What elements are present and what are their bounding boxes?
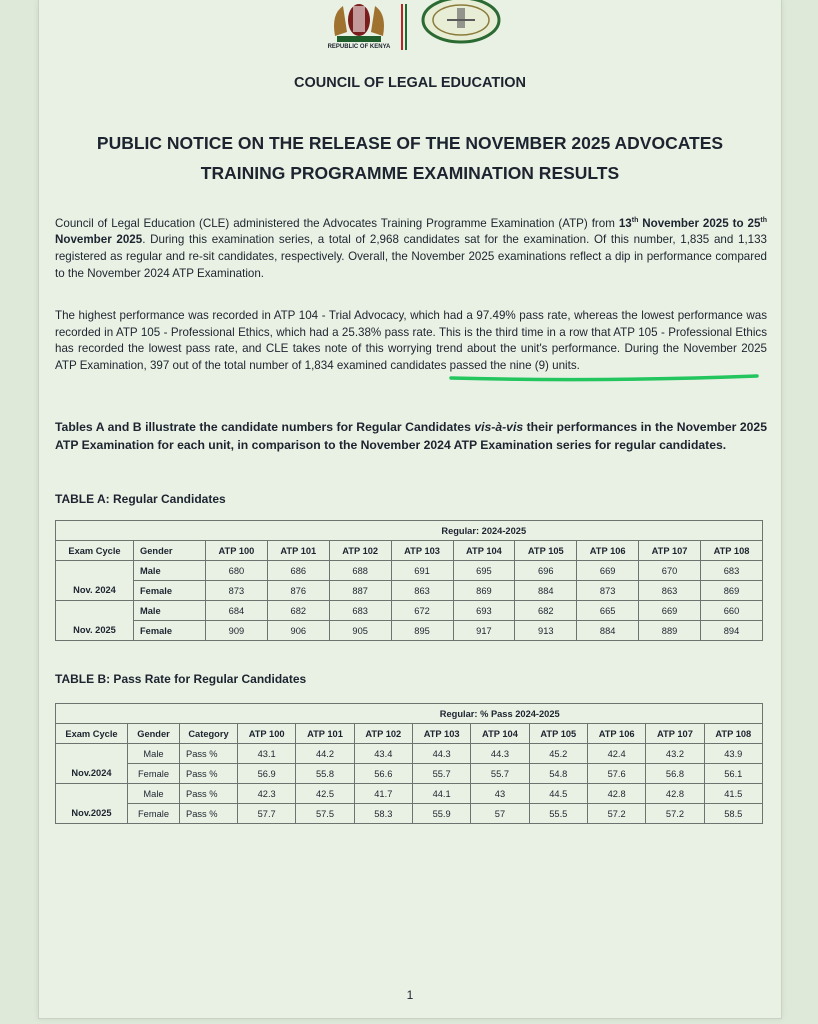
table-b-value-cell: 42.8 <box>646 784 704 804</box>
table-a-cycle-cell <box>56 601 134 621</box>
table-b-col-unit: ATP 102 <box>354 724 412 744</box>
table-b-col-unit: ATP 108 <box>704 724 762 744</box>
table-a-value-cell: 894 <box>701 621 763 641</box>
table-b-value-cell: 44.5 <box>529 784 587 804</box>
table-a-value-cell: 876 <box>267 581 329 601</box>
table-b-col-gender: Gender <box>128 724 180 744</box>
table-row <box>56 764 763 784</box>
table-a-value-cell: 695 <box>453 561 515 581</box>
table-a-value-cell: 683 <box>701 561 763 581</box>
table-a-value-cell: 913 <box>515 621 577 641</box>
table-b-gender-cell: Female <box>128 764 180 784</box>
table-row <box>56 621 763 641</box>
table-a-value-cell: 686 <box>267 561 329 581</box>
table-b-category-cell: Pass % <box>180 744 238 764</box>
date-mid: November 2025 to 25 <box>638 216 761 230</box>
tables-intro-part2: their performances in the November 2025 ATP Examination for each unit, in comparison to the November 2024 ATP Examination series for regular candidates. <box>55 420 767 452</box>
table-b-col-unit: ATP 104 <box>471 724 529 744</box>
table-a-value-cell: 684 <box>206 601 268 621</box>
table-b-value-cell: 55.9 <box>412 804 470 824</box>
table-b-col-unit: ATP 100 <box>238 724 296 744</box>
table-b-header-row <box>56 724 763 744</box>
table-b-col-unit: ATP 103 <box>412 724 470 744</box>
council-heading: COUNCIL OF LEGAL EDUCATION <box>294 75 526 91</box>
table-b-col-exam-cycle: Exam Cycle <box>56 724 128 744</box>
table-b-value-cell: 55.5 <box>529 804 587 824</box>
table-a-value-cell: 869 <box>701 581 763 601</box>
intro-paragraph <box>55 213 767 282</box>
table-b-value-cell: 42.3 <box>238 784 296 804</box>
notice-title-line2: TRAINING PROGRAMME EXAMINATION RESULTS <box>200 163 620 183</box>
table-a-col-unit: ATP 107 <box>639 541 701 561</box>
table-b-value-cell: 41.7 <box>354 784 412 804</box>
table-a-value-cell: 691 <box>391 561 453 581</box>
table-a-caption: TABLE A: Regular Candidates <box>55 492 226 506</box>
table-a-value-cell: 869 <box>453 581 515 601</box>
table-a-col-unit: ATP 105 <box>515 541 577 561</box>
date-start-sup: th <box>631 217 639 224</box>
table-b-value-cell: 55.7 <box>471 764 529 784</box>
table-a-value-cell: 682 <box>515 601 577 621</box>
table-a-group-header: Regular: 2024-2025 <box>206 521 763 541</box>
table-b-category-cell: Pass % <box>180 764 238 784</box>
table-b-caption: TABLE B: Pass Rate for Regular Candidates <box>55 672 307 686</box>
tables-intro-italic: vis-à-vis <box>474 420 524 434</box>
table-a-gender-cell: Male <box>134 601 206 621</box>
table-b-value-cell: 56.1 <box>704 764 762 784</box>
green-highlight-underline <box>449 374 759 382</box>
table-b-value-cell: 44.2 <box>296 744 354 764</box>
table-row <box>56 804 763 824</box>
table-a-value-cell: 669 <box>577 561 639 581</box>
table-b-value-cell: 43.1 <box>238 744 296 764</box>
table-a-value-cell: 884 <box>577 621 639 641</box>
table-a-value-cell: 917 <box>453 621 515 641</box>
table-a-value-cell: 672 <box>391 601 453 621</box>
table-b-col-category: Category <box>180 724 238 744</box>
table-b-value-cell: 44.3 <box>412 744 470 764</box>
table-b-value-cell: 56.6 <box>354 764 412 784</box>
table-b-value-cell: 43 <box>471 784 529 804</box>
table-a-value-cell: 670 <box>639 561 701 581</box>
table-row <box>56 601 763 621</box>
table-a-value-cell: 905 <box>329 621 391 641</box>
table-b-category-cell: Pass % <box>180 804 238 824</box>
table-b-value-cell: 42.8 <box>587 784 645 804</box>
performance-paragraph: The highest performance was recorded in ATP 104 - Trial Advocacy, which had a 97.49% pass rate, whereas the lowest performance was recorded in ATP 105 - Professional Ethics, which had a 25.38% pass rate. This is the third time in a row that ATP 105 - Professional Ethics has recorded the lowest pass rate, and CLE takes note of this worrying trend about the unit's performance. During the November 2025 ATP Examination, 397 out of the total number of 1,834 examined candidates passed the nine (9) units. <box>55 309 767 372</box>
table-b-cycle-cell <box>56 784 128 804</box>
date-start-day: 13 <box>618 216 632 230</box>
table-b-cycle-cell: Nov.2025 <box>56 804 128 824</box>
notice-title <box>59 128 761 188</box>
tables-intro-part1: Tables A and B illustrate the candidate numbers for Regular Candidates <box>55 420 475 434</box>
table-b-value-cell: 54.8 <box>529 764 587 784</box>
table-b-value-cell: 58.5 <box>704 804 762 824</box>
table-a-col-unit: ATP 106 <box>577 541 639 561</box>
table-a-gender-cell: Male <box>134 561 206 581</box>
table-a-value-cell: 884 <box>515 581 577 601</box>
page-number: 1 <box>406 988 414 1002</box>
table-b-value-cell: 55.8 <box>296 764 354 784</box>
table-b-col-unit: ATP 101 <box>296 724 354 744</box>
table-b-value-cell: 42.4 <box>587 744 645 764</box>
table-b-col-unit: ATP 106 <box>587 724 645 744</box>
table-b-value-cell: 57.5 <box>296 804 354 824</box>
table-a-value-cell: 693 <box>453 601 515 621</box>
table-b-gender-cell: Female <box>128 804 180 824</box>
table-a-value-cell: 683 <box>329 601 391 621</box>
table-a-value-cell: 696 <box>515 561 577 581</box>
table-a-value-cell: 906 <box>267 621 329 641</box>
table-a-gender-cell: Female <box>134 581 206 601</box>
table-b-group-header: Regular: % Pass 2024-2025 <box>238 704 763 724</box>
table-a-col-gender: Gender <box>134 541 206 561</box>
table-b-col-unit: ATP 105 <box>529 724 587 744</box>
table-a-cycle-cell: Nov. 2024 <box>56 581 134 601</box>
table-b-value-cell: 56.9 <box>238 764 296 784</box>
cle-seal-icon <box>417 0 505 46</box>
table-a-value-cell: 895 <box>391 621 453 641</box>
notice-title-line1: PUBLIC NOTICE ON THE RELEASE OF THE NOVEMBER 2025 ADVOCATES <box>96 133 724 153</box>
table-b-col-unit: ATP 107 <box>646 724 704 744</box>
coat-caption: REPUBLIC OF KENYA <box>327 44 391 50</box>
table-a-regular-candidates <box>55 520 763 641</box>
table-a-value-cell: 887 <box>329 581 391 601</box>
table-a-col-unit: ATP 108 <box>701 541 763 561</box>
table-b-value-cell: 41.5 <box>704 784 762 804</box>
table-b-value-cell: 57.2 <box>646 804 704 824</box>
table-a-value-cell: 660 <box>701 601 763 621</box>
table-a-cycle-cell: Nov. 2025 <box>56 621 134 641</box>
kenya-coat-of-arms-logo <box>307 0 407 58</box>
table-a-gender-cell: Female <box>134 621 206 641</box>
table-row <box>56 561 763 581</box>
table-b-value-cell: 44.3 <box>471 744 529 764</box>
table-b-value-cell: 57.7 <box>238 804 296 824</box>
table-a-col-unit: ATP 102 <box>329 541 391 561</box>
table-b-value-cell: 45.2 <box>529 744 587 764</box>
table-b-value-cell: 57 <box>471 804 529 824</box>
table-b-value-cell: 58.3 <box>354 804 412 824</box>
flag-line-red <box>401 4 403 50</box>
table-b-gender-cell: Male <box>128 784 180 804</box>
table-a-value-cell: 688 <box>329 561 391 581</box>
table-a-col-exam-cycle: Exam Cycle <box>56 541 134 561</box>
table-b-value-cell: 56.8 <box>646 764 704 784</box>
table-b-cycle-cell <box>56 744 128 764</box>
table-a-value-cell: 680 <box>206 561 268 581</box>
table-b-category-cell: Pass % <box>180 784 238 804</box>
table-a-value-cell: 863 <box>391 581 453 601</box>
table-b-value-cell: 55.7 <box>412 764 470 784</box>
table-row <box>56 581 763 601</box>
table-a-col-unit: ATP 101 <box>267 541 329 561</box>
table-a-value-cell: 909 <box>206 621 268 641</box>
table-a-value-cell: 889 <box>639 621 701 641</box>
table-b-value-cell: 43.9 <box>704 744 762 764</box>
table-a-col-unit: ATP 103 <box>391 541 453 561</box>
table-row <box>56 784 763 804</box>
table-a-value-cell: 669 <box>639 601 701 621</box>
table-b-value-cell: 43.4 <box>354 744 412 764</box>
table-b-value-cell: 57.2 <box>587 804 645 824</box>
table-b-gender-cell: Male <box>128 744 180 764</box>
table-a-cycle-cell <box>56 561 134 581</box>
table-a-value-cell: 873 <box>577 581 639 601</box>
table-a-value-cell: 665 <box>577 601 639 621</box>
table-b-value-cell: 43.2 <box>646 744 704 764</box>
date-end-sup: th <box>760 217 768 224</box>
table-a-header-row <box>56 541 763 561</box>
table-a-value-cell: 863 <box>639 581 701 601</box>
intro-part2: . During this examination series, a total of 2,968 candidates sat for the examination. Of this number, 1,835 and 1,133 registered as regular and re-sit candidates, respectively. Overall, the November 2025 examinations reflect a dip in performance compared to the November 2024 ATP Examination. <box>55 233 768 280</box>
flag-line-green <box>405 4 407 50</box>
table-b-value-cell: 57.6 <box>587 764 645 784</box>
table-b-value-cell: 42.5 <box>296 784 354 804</box>
table-a-value-cell: 682 <box>267 601 329 621</box>
table-a-value-cell: 873 <box>206 581 268 601</box>
date-end: November 2025 <box>55 233 143 247</box>
table-b-pass-rate <box>55 703 763 824</box>
table-a-col-unit: ATP 100 <box>206 541 268 561</box>
table-b-cycle-cell: Nov.2024 <box>56 764 128 784</box>
intro-part1: Council of Legal Education (CLE) administered the Advocates Training Programme Examination (ATP) from <box>55 216 619 230</box>
document-page <box>38 0 782 1019</box>
tables-intro-paragraph <box>55 419 767 454</box>
table-b-value-cell: 44.1 <box>412 784 470 804</box>
table-a-col-unit: ATP 104 <box>453 541 515 561</box>
table-row <box>56 744 763 764</box>
